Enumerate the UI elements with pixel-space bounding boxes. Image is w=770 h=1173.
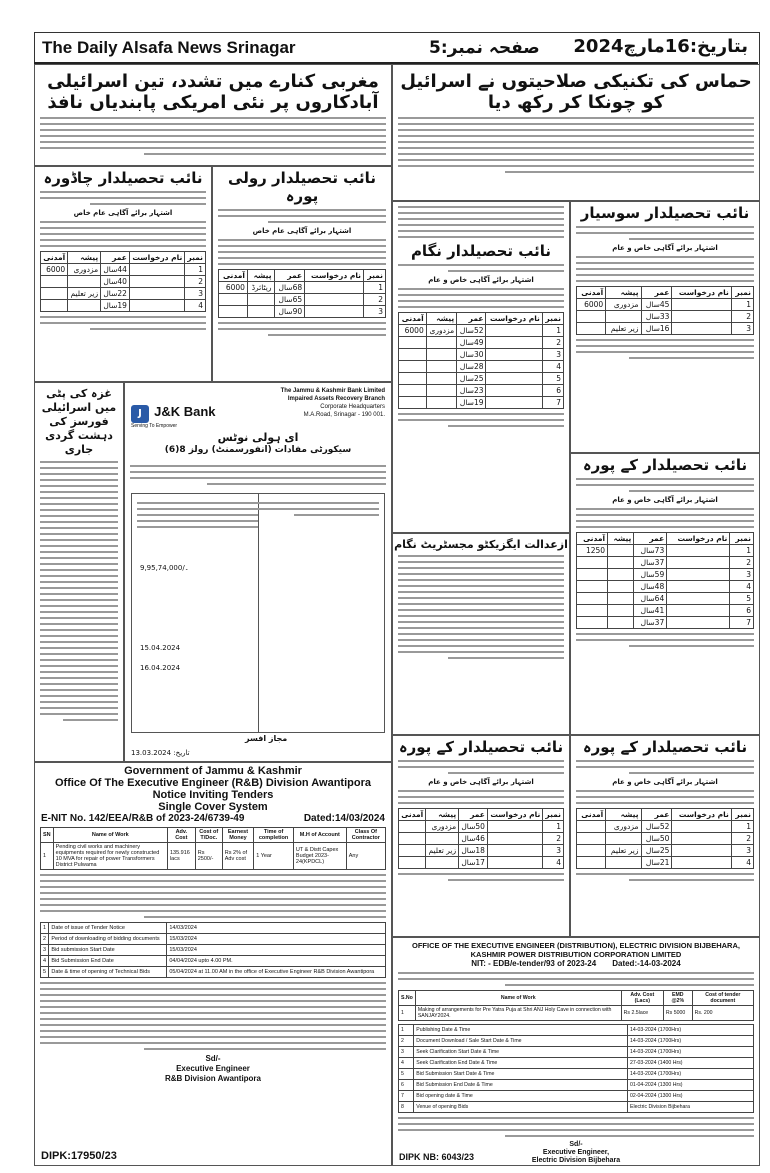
tender-signer-office: Electric Division Bijbehara xyxy=(531,1157,621,1164)
bank-date-1: 15.04.2024 xyxy=(140,644,181,652)
table-row: 3 Seek Clarification Start Date & Time 14-03-2024 (1700Hrs) xyxy=(399,1047,754,1058)
table-row: 7 37سال xyxy=(577,617,754,629)
col-header: عمر xyxy=(101,252,130,264)
table-row: 1 73سال 1250 xyxy=(577,545,754,557)
tender-work-table: SN Name of Work Adv. Cost Cost of T/Doc. Earnest Money Time of completion M.H of Account Class Of Contractor 1 Pending civil works and machinery equipments required for newly constructed 10 MVA for repair of power Transformers District Pulwama 135.916 lacs Rs 2500/- Rs 2% of Adv cost 1 Year UT & Distt Capex Budget 2023-24(KPDCL) Any xyxy=(40,827,386,870)
tender-work-table: S.No Name of Work Adv. Cost (Lacs) EMD @2% Cost of tender document 1 Making of arrangements for Pre Yatra Puja at Shri ANJ Holy Cave in connection with SANJAY2024. Rs 2.5lace Rs 5000 Rs. 200 xyxy=(398,990,754,1021)
table-row: 2 50سال xyxy=(577,833,754,845)
tender-nit: NIT: - EDB/e-tender/93 of 2023-24 Dated:-14-03-2024 xyxy=(471,959,681,968)
table-row: 7 19سال xyxy=(399,397,564,409)
table-row: 7 Bid opening date & Time 02-04-2024 (1300 Hrs) xyxy=(399,1091,754,1102)
tender-system: Single Cover System xyxy=(158,801,268,813)
table-row: 4 48سال xyxy=(577,581,754,593)
table-row: 3 16سال زیر تعلیم xyxy=(577,323,754,335)
page-number: صفحہ نمبر:5 xyxy=(429,38,540,58)
bank-logo: J J&K Bank Serving To Empower xyxy=(131,404,216,429)
notice-table xyxy=(40,251,206,312)
tender-schedule-table xyxy=(398,1024,754,1113)
table-row: 1 68سال ریٹائرڈ 6000 xyxy=(219,282,386,294)
table-row: 6 23سال xyxy=(399,385,564,397)
table-row: 2 49سال xyxy=(399,337,564,349)
notice-subtitle: اشتہار برائے آگاہی خاص و عام xyxy=(612,244,718,252)
notice-title: نائب تحصیلدار رولی پورہ xyxy=(228,169,376,205)
notice-kpora-3 xyxy=(570,735,760,937)
col-header: نام درخواست xyxy=(129,252,184,264)
table-row: 2 46سال xyxy=(399,833,564,845)
notice-subtitle: اشتہار برائے آگاہی خاص و عام xyxy=(428,778,534,786)
article-body xyxy=(35,461,123,721)
notice-subtitle: اشتہار برائے آگاہی خاص و عام xyxy=(612,778,718,786)
notice-kpora-2 xyxy=(392,735,570,937)
col-header: آمدنی xyxy=(41,252,68,264)
notice-title: نائب تحصیلدار کے پورہ xyxy=(398,738,564,756)
table-row: 3 30سال xyxy=(399,349,564,361)
table-row: 1 44سال مزدوری 6000 xyxy=(41,264,206,276)
col-header: نمبر xyxy=(185,252,206,264)
table-row: 5 64سال xyxy=(577,593,754,605)
article-gaza xyxy=(34,382,124,762)
tender-notice: Notice Inviting Tenders xyxy=(152,789,274,801)
tender-signer: Executive Engineer xyxy=(176,1064,250,1073)
notice-table: نمبر نام درخواست عمر پیشہ آمدنی 1 45سال مزدوری 6000 2 33سال 3 16سال زیر تعلیم xyxy=(576,286,754,335)
table-row: 1 Date of issue of Tender Notice 14/03/2024 xyxy=(41,923,386,934)
tender-gov: Government of Jammu & Kashmir xyxy=(124,765,302,777)
notice-title: نائب تحصیلدار سوسیار xyxy=(580,204,750,222)
issue-date: بتاریخ:16مارچ2024 xyxy=(573,36,748,57)
article-headline: حماس کی تکنیکی صلاحیتوں نے اسرائیل کو چونکا کر رکھ دیا xyxy=(400,71,752,113)
notice-title: نائب تحصیلدار نگام xyxy=(410,242,552,260)
bank-date-2: 16.04.2024 xyxy=(140,664,181,672)
table-row: 5 Bid Submission Start Date & Time 14-03-2024 (1700Hrs) xyxy=(399,1069,754,1080)
table-row: 1 45سال مزدوری 6000 xyxy=(577,299,754,311)
dipk-number: DIPK NB: 6043/23 xyxy=(399,1152,475,1162)
table-row: 3 59سال xyxy=(577,569,754,581)
notice-table: نمبر نام درخواست عمر پیشہ آمدنی 1 50سال مزدوری 2 46سال 3 18سال زیر تعلیم 4 17سال xyxy=(398,808,564,869)
table-row: 3 18سال زیر تعلیم xyxy=(399,845,564,857)
table-row: 4 Seek Clarification End Date & Time 27-03-2024 (1400 Hrs) xyxy=(399,1058,754,1069)
tender-sd: Sd/- xyxy=(205,1054,221,1063)
table-row: 2 33سال xyxy=(577,311,754,323)
table-row: 3 Bid submission Start Date 15/03/2024 xyxy=(41,945,386,956)
tender-bijbehara xyxy=(392,937,760,1166)
article-body xyxy=(35,117,391,155)
notice-table: نمبر نام درخواست عمر پیشہ آمدنی 1 68سال ریٹائرڈ 6000 2 65سال 3 90سال xyxy=(218,269,386,318)
notice-subtitle: اشتہار برائے آگاہی خاص و عام xyxy=(428,276,534,284)
notice-chadoora xyxy=(34,166,212,382)
table-row: 5 25سال xyxy=(399,373,564,385)
bank-notice-title: ای ہولی نوٹس xyxy=(217,431,299,444)
court-title: ازعدالت ایگزیکٹو مجسٹریٹ نگام xyxy=(394,538,568,551)
dipk-number: DIPK:17950/23 xyxy=(41,1150,117,1162)
table-row: 3 90سال xyxy=(219,306,386,318)
tender-dates-table xyxy=(40,922,386,978)
table-row: 4 21سال xyxy=(577,857,754,869)
table-row: 5 Date & time of opening of Technical Bids 05/04/2024 at 11.00 AM in the office of Executive Engineer R&B Division Awantipora xyxy=(41,967,386,978)
table-row: 8 Venue of opening Bids Electric Division Bijbehara xyxy=(399,1102,754,1113)
table-row: 2 65سال xyxy=(219,294,386,306)
tender-enit: E-NIT No. 142/EEA/R&B of 2023-24/6739-49 Dated:14/03/2024 xyxy=(41,813,385,824)
table-row: 3 25سال زیر تعلیم xyxy=(577,845,754,857)
notice-title: نائب تحصیلدار کے پورہ xyxy=(582,738,748,756)
tender-awantipora xyxy=(34,762,392,1166)
notice-title: نائب تحصیلدار چاڈورہ xyxy=(43,169,203,187)
table-row: 3 22سال زیر تعلیم xyxy=(41,288,206,300)
table-row: 4 Bid Submission End Date 04/04/2024 upto 4.00 PM. xyxy=(41,956,386,967)
bank-notice xyxy=(124,382,392,762)
table-row: 1 52سال مزدوری xyxy=(577,821,754,833)
notice-subtitle: اشتہار برائے آگاہی خاص و عام xyxy=(612,496,718,504)
notice-subtitle: اشتہار برائے آگاہی عام خاص xyxy=(73,209,173,217)
notice-table: نمبر نام درخواست عمر پیشہ آمدنی 1 73سال 1250 2 37سال 3 59سال 4 48سال 5 64سال 6 41سال 7 37سال xyxy=(576,532,754,629)
notice-soosyar xyxy=(570,201,760,453)
table-row: 4 28سال xyxy=(399,361,564,373)
notice-subtitle: اشتہار برائے آگاہی عام خاص xyxy=(252,227,352,235)
tender-signer: Executive Engineer, xyxy=(542,1149,610,1156)
article-headline: غزہ کی پٹی میں اسرائیلی فورسز کی دہشت گردی جاری xyxy=(41,387,117,456)
table-row: 2 Period of downloading of bidding documents 15/03/2024 xyxy=(41,934,386,945)
table-row: 2 Document Download / Sale Start Date & Time 14-03-2024 (1700Hrs) xyxy=(399,1036,754,1047)
notice-title: نائب تحصیلدار کے پورہ xyxy=(582,456,748,474)
tender-signer-office: R&B Division Awantipora xyxy=(164,1074,261,1083)
article-body xyxy=(393,117,759,173)
table-row: 4 17سال xyxy=(399,857,564,869)
table-row: 6 41سال xyxy=(577,605,754,617)
tender-office: OFFICE OF THE EXECUTIVE ENGINEER (DISTRIBUTION), ELECTRIC DIVISION BIJBEHARA, KASHMIR POWER DISTRIBUTION CORPORATION LIMITED xyxy=(412,941,740,959)
table-row: 2 40سال xyxy=(41,276,206,288)
paper-name: The Daily Alsafa News Srinagar xyxy=(42,38,296,57)
article-west-bank xyxy=(34,64,392,166)
table-row: 6 Bid Submission End Date & Time 01-04-2024 (1300 Hrs) xyxy=(399,1080,754,1091)
table-row: 1 52سال مزدوری 6000 xyxy=(399,325,564,337)
bank-notice-subtitle: سیکورٹی مفادات (انفورسمنٹ) رولز 8(6) xyxy=(164,445,352,455)
notice-kpora-1 xyxy=(570,453,760,735)
notice-table: نمبر نام درخواست عمر پیشہ آمدنی 1 52سال مزدوری 6000 2 49سال 3 30سال 4 28سال 5 25سال 6 23سال 7 19سال xyxy=(398,312,564,409)
notice-nagam xyxy=(392,201,570,533)
table-row: 1 Publishing Date & Time 14-03-2024 (1700Hrs) xyxy=(399,1025,754,1036)
bank-notice-date: تاریخ: 13.03.2024 xyxy=(131,749,190,757)
col-header: پیشہ xyxy=(68,252,101,264)
notice-rawalpora xyxy=(212,166,392,382)
tender-office: Office Of The Executive Engineer (R&B) Division Awantipora xyxy=(54,777,371,789)
bank-details-table xyxy=(131,493,385,733)
table-row: 1 50سال مزدوری xyxy=(399,821,564,833)
notice-table: نمبر نام درخواست عمر پیشہ آمدنی 1 52سال مزدوری 2 50سال 3 25سال زیر تعلیم 4 21سال xyxy=(576,808,754,869)
court-notice xyxy=(392,533,570,735)
bank-logo-icon: J xyxy=(131,405,149,423)
masthead xyxy=(34,32,758,64)
article-hamas xyxy=(392,64,760,201)
bank-address: The Jammu & Kashmir Bank Limited Impaired Assets Recovery Branch Corporate Headquarters M.A.Road, Srinagar - 190 001. xyxy=(280,388,385,418)
table-row: 2 37سال xyxy=(577,557,754,569)
table-row: 1 Pending civil works and machinery equipments required for newly constructed 10 MVA for repair of power Transformers District Pulwama 135.916 lacs Rs 2500/- Rs 2% of Adv cost 1 Year UT & Distt Capex Budget 2023-24(KPDCL) Any xyxy=(41,843,386,870)
article-headline: مغربی کنارے میں تشدد، تین اسرائیلی آبادکاروں پر نئی امریکی پابندیاں نافذ xyxy=(47,71,379,113)
bank-amount: ۔/9,95,74,000 xyxy=(140,564,189,572)
table-row: 4 19سال xyxy=(41,300,206,312)
bank-signatory: مجاز افسر xyxy=(245,734,288,743)
table-row: 1 Making of arrangements for Pre Yatra Puja at Shri ANJ Holy Cave in connection with SANJAY2024. Rs 2.5lace Rs 5000 Rs. 200 xyxy=(399,1006,754,1021)
tender-sd: Sd/- xyxy=(569,1141,583,1148)
